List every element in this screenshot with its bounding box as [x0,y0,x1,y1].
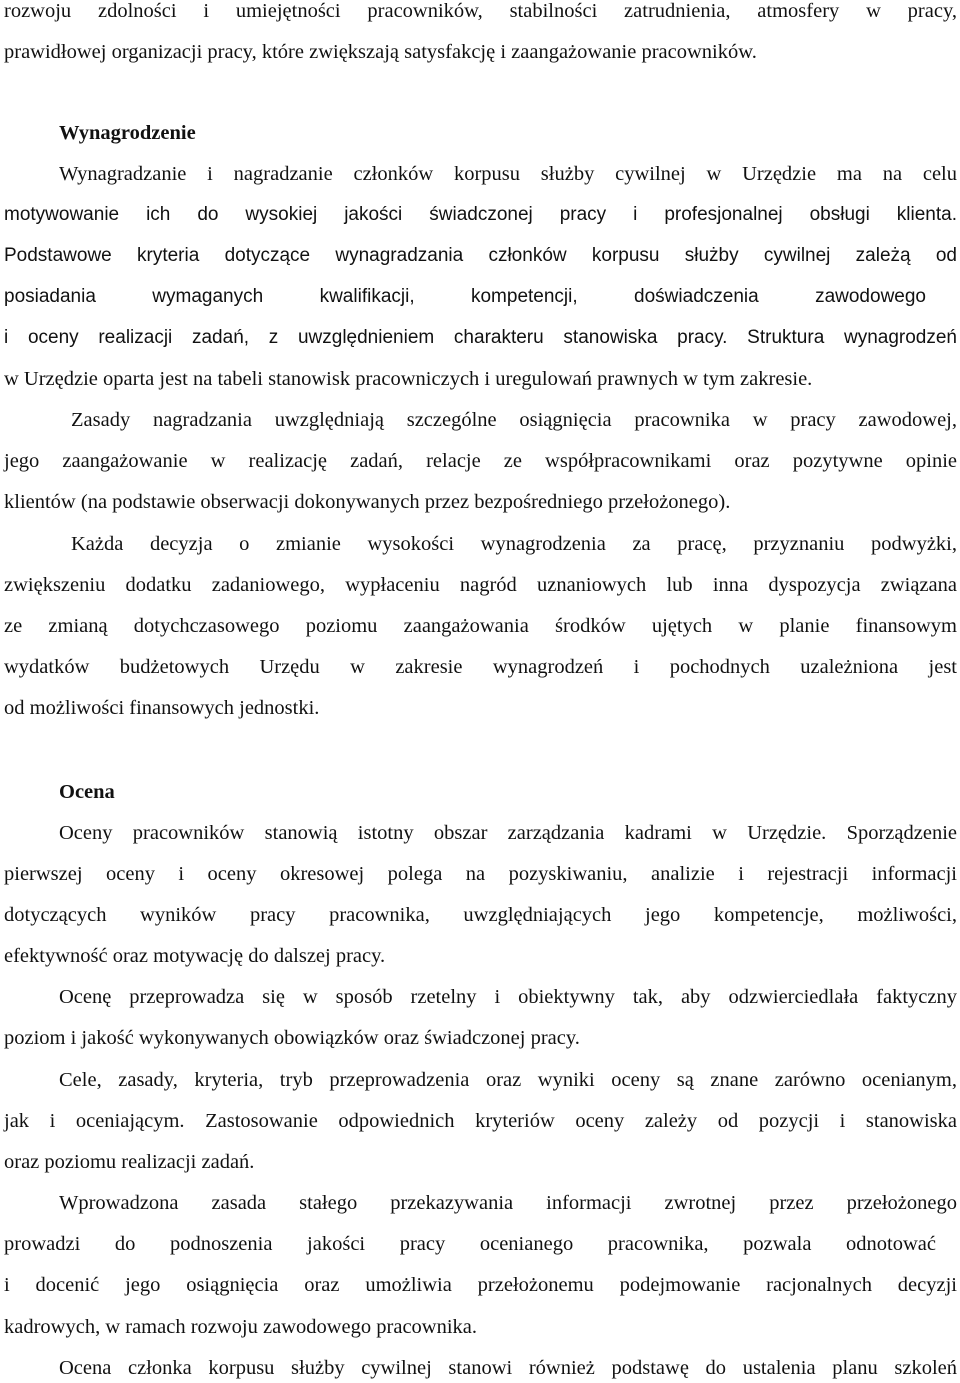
paragraph-line: Wprowadzona zasada stałego przekazywania informacji zwrotnej przez przełożonego [59,1192,957,1214]
paragraph-line: Podstawowe kryteria dotyczące wynagradzania członków korpusu służby cywilnej zależą od [4,245,957,266]
paragraph-line: kadrowych, w ramach rozwoju zawodowego pracownika. [4,1316,478,1338]
paragraph-line: Każda decyzja o zmianie wysokości wynagrodzenia za pracę, przyznaniu podwyżki, [71,533,957,555]
paragraph-line: od możliwości finansowych jednostki. [4,697,320,719]
paragraph-line: wydatków budżetowych Urzędu w zakresie wynagrodzeń i pochodnych uzależniona jest [4,656,957,678]
paragraph-line: w Urzędzie oparta jest na tabeli stanowisk pracowniczych i uregulowań prawnych w tym zakresie. [4,368,813,390]
paragraph-line: poziom i jakość wykonywanych obowiązków oraz świadczonej pracy. [4,1027,580,1049]
paragraph-line: klientów (na podstawie obserwacji dokonywanych przez bezpośredniego przełożonego). [4,491,731,513]
paragraph-line: motywowanie ich do wysokiej jakości świadczonej pracy i profesjonalnej obsługi klienta. [4,204,957,225]
paragraph-line: efektywność oraz motywację do dalszej pracy. [4,945,386,967]
paragraph-line: dotyczących wyników pracy pracownika, uwzględniających jego kompetencje, możliwości, [4,904,957,926]
intro-line-1: rozwoju zdolności i umiejętności pracowników, stabilności zatrudnienia, atmosfery w pracy, [4,0,957,22]
intro-line-2: prawidłowej organizacji pracy, które zwiększają satysfakcję i zaangażowanie pracowników. [4,41,757,63]
paragraph-line: zwiększeniu dodatku zadaniowego, wypłaceniu nagród uznaniowych lub inna dyspozycja związana [4,574,957,596]
section-heading-ocena: Ocena [59,781,115,803]
paragraph-line: jak i oceniającym. Zastosowanie odpowiednich kryteriów oceny zależy od pozycji i stanowiska [4,1110,957,1132]
paragraph-line: Cele, zasady, kryteria, tryb przeprowadzenia oraz wyniki oceny są znane zarówno ocenianym, [59,1069,957,1091]
paragraph-line: oraz poziomu realizacji zadań. [4,1151,255,1173]
paragraph-line: jego zaangażowanie w realizację zadań, relacje ze współpracownikami oraz pozytywne opinie [4,450,957,472]
paragraph-line: ze zmianą dotychczasowego poziomu zaangażowania środków ujętych w planie finansowym [4,615,957,637]
paragraph-line: Ocenę przeprowadza się w sposób rzetelny i obiektywny tak, aby odzwierciedlała faktyczny [59,986,957,1008]
paragraph-line: Oceny pracowników stanowią istotny obszar zarządzania kadrami w Urzędzie. Sporządzenie [59,822,957,844]
paragraph-line: Ocena członka korpusu służby cywilnej stanowi również podstawę do ustalenia planu szkoleń [59,1357,957,1379]
paragraph-line: i oceny realizacji zadań, z uwzględnieniem charakteru stanowiska pracy. Struktura wynagrodzeń [4,327,957,348]
section-heading-wynagrodzenie: Wynagrodzenie [59,122,196,144]
paragraph-line: prowadzi do podnoszenia jakości pracy ocenianego pracownika, pozwala odnotować [4,1233,936,1255]
paragraph-line: i docenić jego osiągnięcia oraz umożliwia przełożonemu podejmowanie racjonalnych decyzji [4,1274,957,1296]
paragraph-line: posiadania wymaganych kwalifikacji, kompetencji, doświadczenia zawodowego [4,286,926,307]
paragraph-line: Wynagradzanie i nagradzanie członków korpusu służby cywilnej w Urzędzie ma na celu [59,163,957,185]
paragraph-line: Zasady nagradzania uwzględniają szczególne osiągnięcia pracownika w pracy zawodowej, [71,409,957,431]
paragraph-line: pierwszej oceny i oceny okresowej polega na pozyskiwaniu, analizie i rejestracji informacji [4,863,957,885]
